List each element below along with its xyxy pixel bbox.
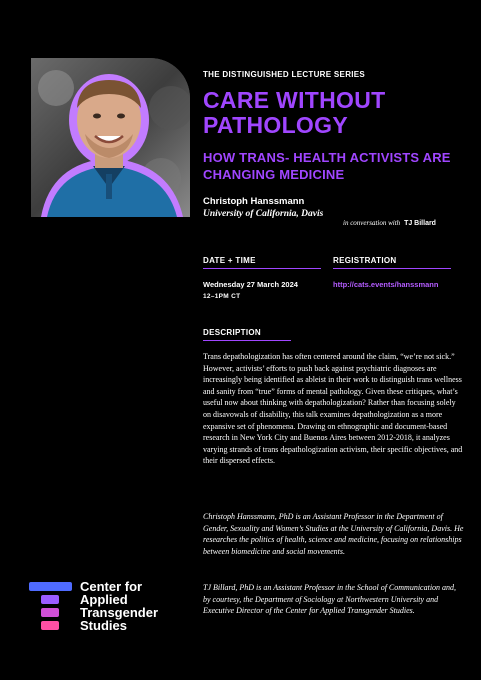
- logo-line-3: Transgender: [80, 605, 159, 620]
- lecture-series-label: THE DISTINGUISHED LECTURE SERIES: [203, 70, 366, 79]
- logo-line-2: Applied: [80, 592, 128, 607]
- moderator-bio: TJ Billard, PhD is an Assistant Professor in the School of Communication and, by courtesy, the Department of Sociology at Northwestern University and Executive Director of the Center for Applied Transgender Studies.: [203, 583, 457, 616]
- date-time-heading: DATE + TIME: [203, 256, 321, 269]
- description-text: Trans depathologization has often centered around the claim, “we’re not sick.” However, activists’ efforts to push back against psychiatric diagnoses are increasingly being identified as ableist in their work to distinguish trans wellness and sanity from “true” forms of mental pathology. Given these critiques, what’s useful now about thinking with depathologization? Rather than focusing solely on disavowals of disability, this talk examines depathologization as a more expansive set of phenomena. Drawing on ethnographic and document-based research in New York City and Buenos Aires between 2012-2018, it analyzes varying strands of trans depathologization activism, their specific objectives, and their dispersed effects.: [203, 352, 463, 466]
- speaker-bio: Christoph Hanssmann, PhD is an Assistant Professor in the Department of Gender, Sexuality and Women’s Studies at the University of California, Davis. He researches the politics of health, science and medicine, focusing on relationships between biomedicine and social movements.: [203, 512, 464, 556]
- registration-heading: REGISTRATION: [333, 256, 451, 269]
- logo-line-4: Studies: [80, 618, 127, 633]
- description-heading: DESCRIPTION: [203, 328, 291, 341]
- speaker-photo: [31, 58, 190, 217]
- event-date: Wednesday 27 March 2024: [203, 280, 298, 289]
- logo-line-1: Center for: [80, 579, 143, 594]
- speaker-name: Christoph Hanssmann: [203, 196, 305, 207]
- speaker-portrait-illustration: [31, 58, 190, 217]
- event-time: 12–1PM CT: [203, 293, 241, 300]
- conversation-line: [343, 219, 436, 227]
- event-subtitle: HOW TRANS- HEALTH ACTIVISTS ARE CHANGING MEDICINE: [203, 150, 451, 182]
- cats-logo-icon: [29, 582, 72, 632]
- conversation-name: TJ Billard: [404, 220, 436, 227]
- cats-logo-text: [80, 580, 158, 632]
- conversation-label: in conversation with: [343, 219, 401, 227]
- event-title: CARE WITHOUT PATHOLOGY: [203, 87, 386, 138]
- speaker-affiliation: University of California, Davis: [203, 209, 324, 219]
- registration-link[interactable]: http://cats.events/hanssmann: [333, 280, 439, 289]
